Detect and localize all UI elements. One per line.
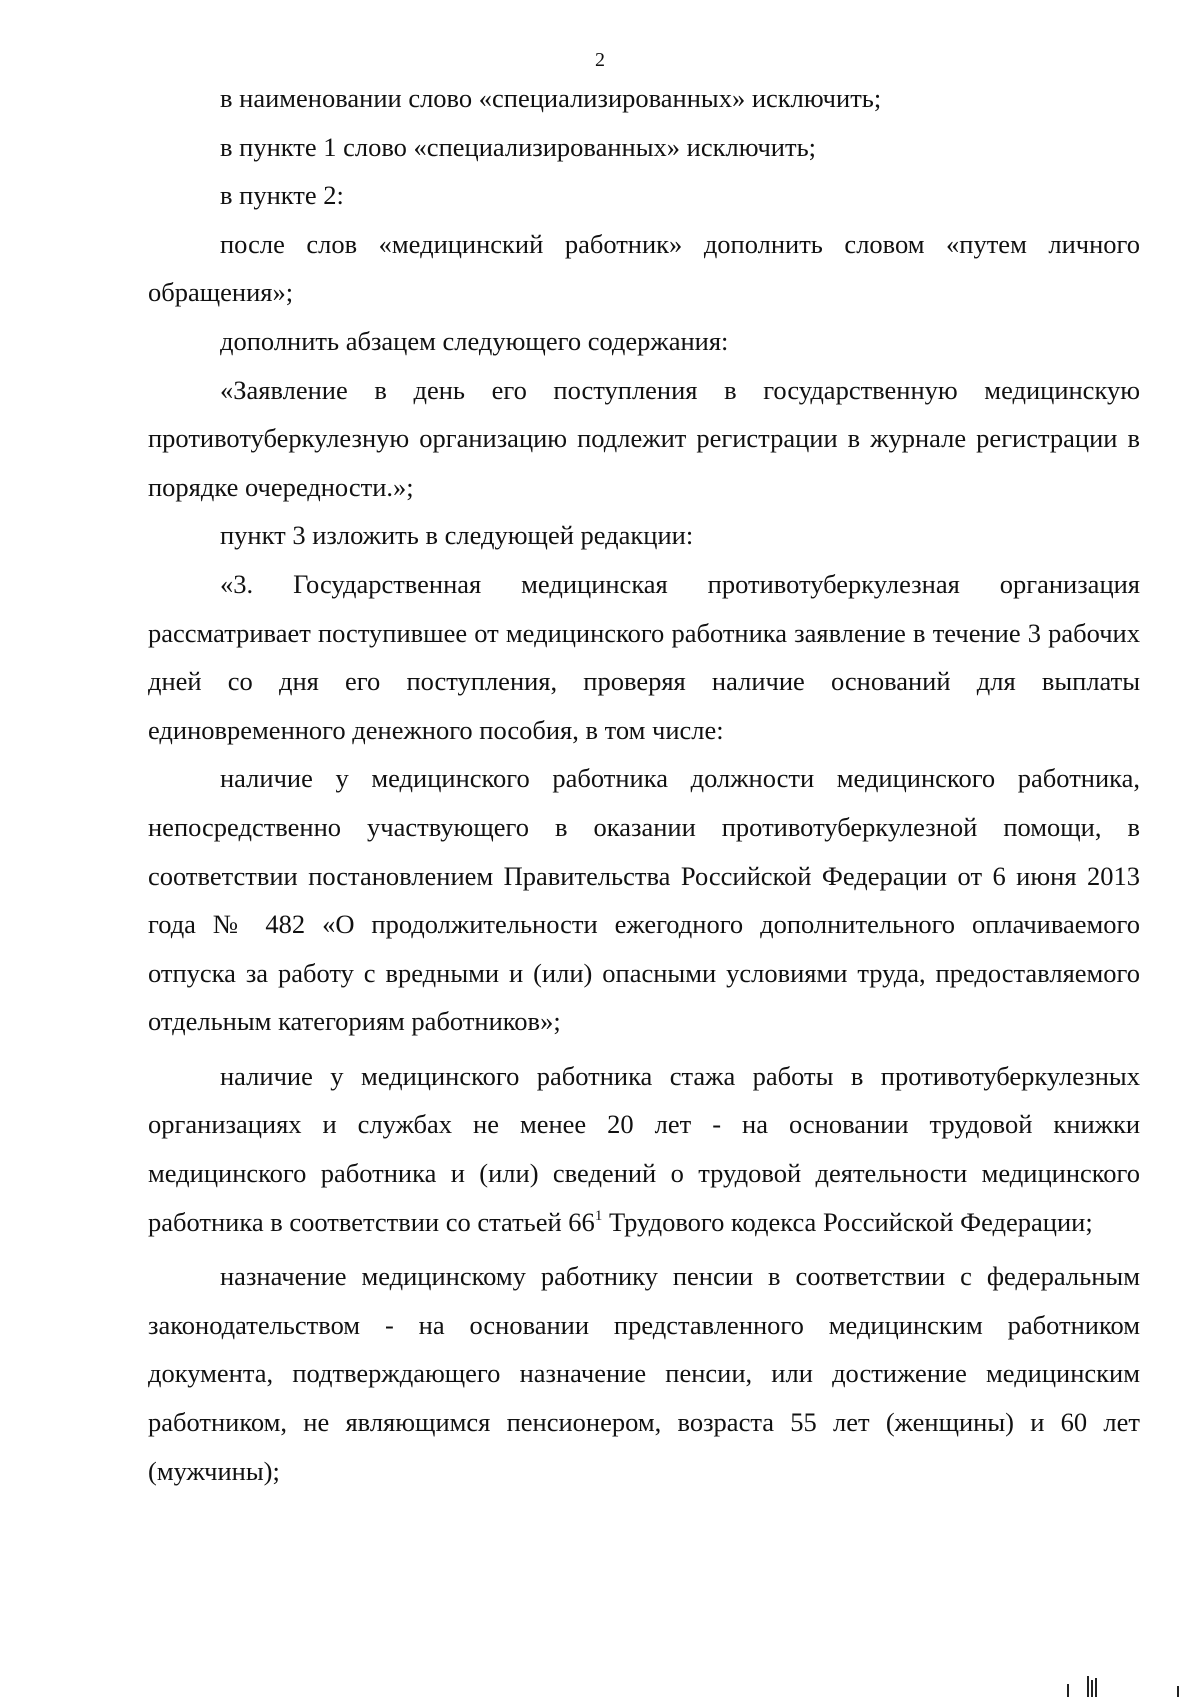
document-body bbox=[148, 74, 1140, 1495]
paragraph-5: дополнить абзацем следующего содержания: bbox=[220, 325, 729, 356]
article-superscript: 1 bbox=[594, 1207, 603, 1224]
paragraph-11: назначение медицинскому работнику пенсии в соответствии с федеральным законодательством - на основании представленного медицинским работником документа, подтверждающего назначение пенсии, или достижение медицинским работником, не являющимся пенсионером, возраста 55 лет (женщины) и 60 лет (мужчины); bbox=[148, 1261, 1140, 1486]
paragraph-10 bbox=[148, 1052, 1140, 1246]
paragraph-9: наличие у медицинского работника должности медицинского работника, непосредственно участвующего в оказании противотуберкулезной помощи, в соответствии постановлением Правительства Российской Федерации от 6 июня 2013 года № 482 «О продолжительности ежегодного дополнительного оплачиваемого отпуска за работу с вредными и (или) опасными условиями труда, предоставляемого отдельным категориям работников»; bbox=[148, 763, 1140, 1037]
paragraph-10-text-start: наличие у медицинского работника стажа работы в противотуберкулезных организациях и службах не менее 20 лет - на основании трудовой книжки медицинского работника и (или) сведений о трудовой деятельности медицинского работника в соответствии со статьей 66 bbox=[148, 1060, 1140, 1237]
paragraph-7: пункт 3 изложить в следующей редакции: bbox=[220, 520, 694, 551]
paragraph-2: в пункте 1 слово «специализированных» исключить; bbox=[220, 131, 817, 162]
paragraph-8: «3. Государственная медицинская противотуберкулезная организация рассматривает поступившее от медицинского работника заявление в течение 3 рабочих дней со дня его поступления, проверяя наличие оснований для выплаты единовременного денежного пособия, в том числе: bbox=[148, 568, 1140, 745]
paragraph-1: в наименовании слово «специализированных» исключить; bbox=[220, 83, 882, 113]
paragraph-4: после слов «медицинский работник» дополнить словом «путем личного обращения»; bbox=[148, 228, 1140, 308]
scan-edge-marks bbox=[1048, 1672, 1188, 1697]
paragraph-3: в пункте 2: bbox=[220, 180, 344, 211]
paragraph-10-text-end: Трудового кодекса Российской Федерации; bbox=[602, 1206, 1093, 1237]
page-number: 2 bbox=[595, 49, 605, 71]
paragraph-6: «Заявление в день его поступления в государственную медицинскую противотуберкулезную организацию подлежит регистрации в журнале регистрации в порядке очередности.»; bbox=[148, 374, 1140, 502]
